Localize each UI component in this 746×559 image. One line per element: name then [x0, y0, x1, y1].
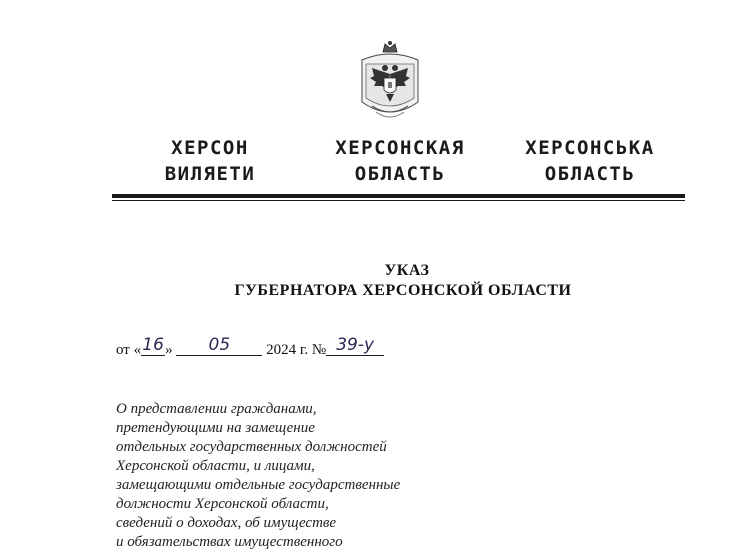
header-left-line2: ВИЛЯЕТИ [164, 163, 256, 185]
header-divider-thin [112, 200, 685, 201]
coat-of-arms-icon [350, 40, 430, 124]
header-center-line2: ОБЛАСТЬ [354, 163, 446, 185]
date-month-field [176, 335, 262, 356]
subject-line: отдельных государственных должностей [116, 439, 387, 455]
title-line1: УКАЗ [384, 262, 430, 279]
subject-line: сведений о доходах, об имуществе [116, 515, 337, 531]
subject-line: замещающими отдельные государственные [116, 477, 401, 493]
date-day-handwritten: 16 [142, 335, 164, 355]
date-quote-close: » [165, 342, 173, 358]
subject-line: претендующими на замещение [116, 420, 315, 436]
decree-subject [116, 400, 456, 552]
subject-line: О представлении гражданами, [116, 401, 317, 417]
decree-number-handwritten: 39-у [336, 335, 375, 355]
subject-line: должности Херсонской области, [116, 496, 329, 512]
header-russian [320, 135, 480, 187]
document-title [0, 261, 746, 301]
subject-line: Херсонской области, и лицами, [116, 458, 315, 474]
header-center-line1: ХЕРСОНСКАЯ [335, 137, 465, 159]
header-ukrainian [505, 135, 675, 187]
header-left-line1: ХЕРСОН [171, 137, 249, 159]
header-divider-thick [112, 194, 685, 198]
date-day-field [141, 335, 165, 356]
date-prefix: от « [116, 342, 142, 358]
subject-line: и обязательствах имущественного [116, 534, 343, 550]
header-crimean-tatar [140, 135, 280, 187]
date-month-handwritten: 05 [208, 335, 231, 355]
decree-number-field [326, 335, 384, 356]
title-line2: ГУБЕРНАТОРА ХЕРСОНСКОЙ ОБЛАСТИ [234, 282, 572, 299]
header-right-line2: ОБЛАСТЬ [544, 163, 636, 185]
date-number-line [116, 335, 384, 363]
date-year-label: 2024 г. № [266, 342, 327, 358]
header-right-line1: ХЕРСОНСЬКА [525, 137, 655, 159]
